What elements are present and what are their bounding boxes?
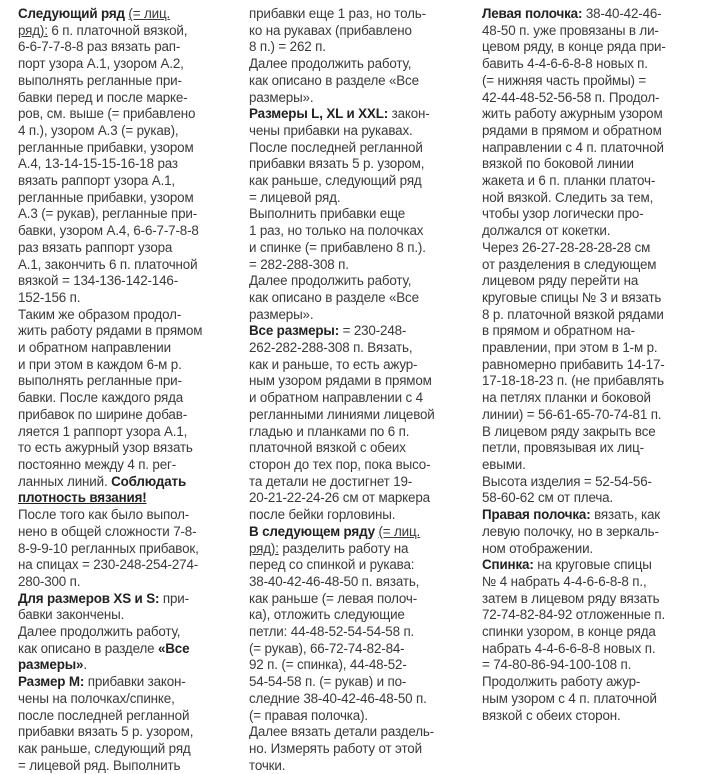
paragraph-heading: Все размеры: (249, 323, 340, 339)
paragraph-heading: Левая полочка: (482, 6, 583, 21)
paragraph (482, 507, 696, 557)
paragraph-text: разделить работу на перед со спинкой и рукава: 38-40-42-46-48-50 п. вязать, как раньше (= левая полоч- ка), отложить следующие петли: 44-48-52-54-54-58 п. (= рукав), 66-72-74-82-84- 92 п. (= спинка), 44-48-52- 54-54-58 п. (= рукав) и по- следние 38-40-42-46-48-50 п. (= правая полочка). Далее вязать детали раздель- но. Измерять работу от этой точки. (249, 540, 434, 773)
paragraph-heading: Следующий ряд (18, 6, 125, 21)
paragraph (18, 674, 228, 774)
paragraph-heading: Размер M: (18, 674, 85, 690)
paragraph-text: Таким же образом продол- жить работу рядами в прямом и обратном направлении и при этом в каждом 6-м р. выполнять регланные при- бавки. После каждого ряда прибавок по ширине добав- ляется 1 раппорт узора A.1, то есть ажурный узор вязать постоянно между 4 п. рег- ланных линий. (18, 306, 203, 489)
paragraph-text: После того как было выпол- нено в общей сложности 7-8- 8-9-9-10 регланных прибавок, на спицах = 230-248-254-274- 280-300 п. (18, 507, 199, 589)
paragraph (249, 323, 471, 523)
text-column-3 (482, 6, 696, 724)
emphasis-underlined: плотность вязания! (18, 490, 147, 506)
paragraph (18, 6, 228, 307)
paragraph (482, 557, 696, 724)
paragraph-heading: Для размеров XS и S: (18, 590, 160, 606)
paragraph-text: . (83, 657, 87, 673)
paragraph (18, 307, 228, 507)
paragraph (482, 6, 696, 507)
paragraph-text: прибавки еще 1 раз, но толь- ко на рукавах (прибавлено 8 п.) = 262 п. Далее продолжить работу, как описано в разделе «Все размеры». (249, 6, 426, 105)
paragraph-text: = 230-248- 262-282-288-308 п. Вязать, как и раньше, то есть ажур- ным узором рядами в прямом и обратном направлении с 4 регланными линиями лицевой гладью и планками по 6 п. платочной вязкой с обеих сторон до тех пор, пока высо- та детали не достигнет 19- 20-21-22-24-26 см от маркера после бейки горловины. (249, 323, 435, 523)
row-type-note: (= лиц. ряд): (18, 6, 171, 38)
paragraph-heading: Спинка: (482, 557, 534, 573)
paragraph-heading: В следующем ряду (249, 523, 375, 539)
paragraph (18, 507, 228, 591)
paragraph-text: на круговые спицы № 4 набрать 4-4-6-6-8-8 п., затем в лицевом ряду вязать 72-74-82-84-92 отложенные п. спинки узором, в конце ряда набрать 4-4-6-6-8-8 новых п. = 74-80-86-94-100-108 п. Продолжить работу ажур- ным узором с 4 п. платочной вязкой с обеих сторон. (482, 557, 666, 723)
paragraph-text: вязать, как левую полочку, но в зеркаль- ном отображении. (482, 507, 660, 556)
paragraph-heading: Размеры L, XL и XXL: (249, 106, 389, 122)
text-column-1 (18, 6, 228, 774)
paragraph-heading: Правая полочка: (482, 507, 591, 523)
paragraph (249, 106, 471, 323)
paragraph-text: 38-40-42-46- 48-50 п. уже провязаны в ли- цевом ряду, в конце ряда при- бавить 4-4-6-6-8-8 новых п. (= нижняя часть проймы) = 42-44-48-52-56-58 п. Продол- жить работу ажурным узором рядами в прямом и обратном направлении с 4 п. платочной вязкой по боковой линии жакета и 6 п. планки платоч- ной вязкой. Следить за тем, чтобы узор логически про- должался от кокетки. Через 26-27-28-28-28-28 см от разделения в следующем лицевом ряду перейти на круговые спицы № 3 и вязать 8 р. платочной вязкой рядами в прямом и обратном на- правлении, при этом в 1-м р. равномерно прибавить 14-17- 17-18-18-23 п. (не прибавлять на петлях планки и боковой линии) = 56-61-65-70-74-81 п. В лицевом ряду закрыть все петли, провязывая их лиц- евыми. Высота изделия = 52-54-56- 58-60-62 см от плеча. (482, 6, 666, 506)
paragraph-text: 6 п. платочной вязкой, 6-6-7-7-8-8 раз вязать рап- порт узора A.1, узором A.2, выполнять регланные при- бавки перед и после марке- ров, см. выше (= прибавлено 4 п.), узором A.3 (= рукав), регланные прибавки, узором A.4, 13-14-15-15-16-18 раз вязать раппорт узора A.1, регланные прибавки, узором A.3 (= рукав), регланные при- бавки, узором A.4, 6-6-7-7-8-8 раз вязать раппорт узора A.1, закончить 6 п. платочной вязкой = 134-136-142-146- 152-156 п. (18, 22, 199, 305)
paragraph-text: прибавки закон- чены на полочках/спинке, после последней регланной прибавки вязать 5 р. узором, как раньше, следующий ряд = лицевой ряд. Выполнить (18, 674, 194, 773)
emphasis-text: Соблюдать (107, 473, 187, 489)
emphasis-text: «Все размеры» (18, 640, 190, 673)
paragraph (18, 591, 228, 675)
paragraph (249, 6, 471, 106)
paragraph-text: при- бавки закончены. Далее продолжить работу, как описано в разделе (18, 590, 189, 656)
emphasis-text (18, 490, 147, 505)
row-type-note: (= лиц. ряд): (249, 523, 421, 556)
paragraph-text: закон- чены прибавки на рукавах. После последней регланной прибавки вязать 5 р. узором, как раньше, следующий ряд = лицевой ряд. Выполнить прибавки еще 1 раз, но только на полочках и спинке (= прибавлено 8 п.). = 282-288-308 п. Далее продолжить работу, как описано в разделе «Все размеры». (249, 106, 430, 322)
paragraph (249, 524, 471, 774)
text-column-2 (249, 6, 471, 774)
